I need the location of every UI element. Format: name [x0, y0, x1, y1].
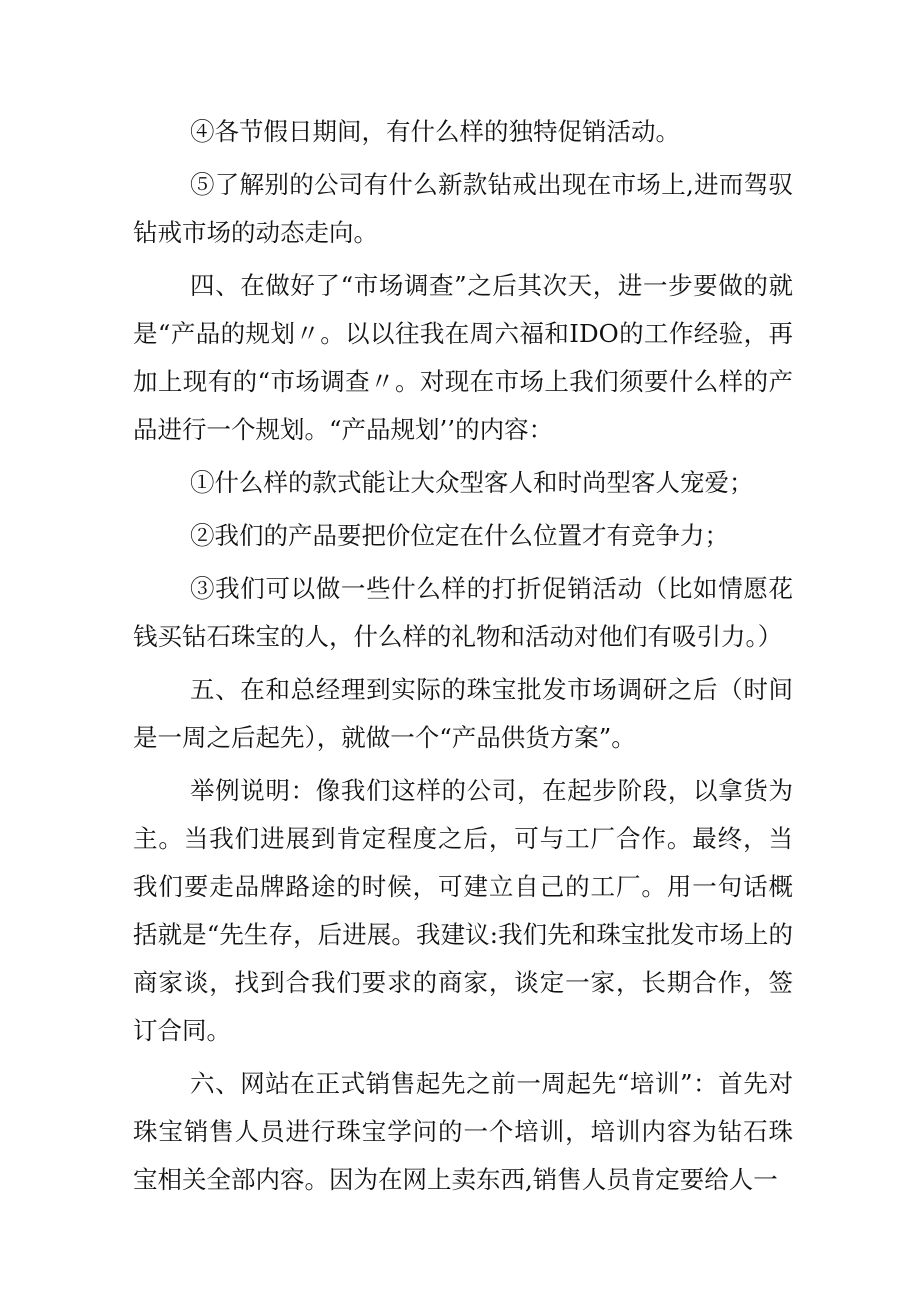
- paragraph-product-planning: 四、在做好了“市场调查”之后其次天，进一步要做的就是“产品的规划〃。以以往我在周六福和IDO的工作经验，再加上现有的“市场调查〃。对现在市场上我们须要什么样的产品进行一个规划。“产品规划’’的内容：: [133, 271, 793, 444]
- paragraph-example: 举例说明：像我们这样的公司，在起步阶段，以拿货为主。当我们进展到肯定程度之后，可与工厂合作。最终，当我们要走品牌路途的时候，可建立自己的工厂。用一句话概括就是“先生存，后进展。我建议:我们先和珠宝批发市场上的商家谈，找到合我们要求的商家，谈定一家，长期合作，签订合同。: [133, 776, 793, 1045]
- paragraph-pricing: ②我们的产品要把价位定在什么位置才有竞争力；: [190, 521, 729, 550]
- document-body: [133, 108, 793, 1209]
- paragraph-discount-promotions: ③我们可以做一些什么样的打折促销活动（比如情愿花钱买钻石珠宝的人，什么样的礼物和活动对他们有吸引力。）: [133, 574, 793, 651]
- paragraph-holiday-promotions: ④各节假日期间，有什么样的独特促销活动。: [190, 117, 680, 146]
- paragraph-styles: ①什么样的款式能让大众型客人和时尚型客人宠爱；: [190, 468, 754, 497]
- paragraph-training: 六、网站在正式销售起先之前一周起先“培训”：首先对珠宝销售人员进行珠宝学问的一个培训，培训内容为钻石珠宝相关全部内容。因为在网上卖东西,销售人员肯定要给人一: [133, 1069, 793, 1194]
- paragraph-competitor-rings: ⑤了解别的公司有什么新款钻戒出现在市场上,进而驾驭钻戒市场的动态走向。: [133, 170, 793, 247]
- paragraph-supply-plan: 五、在和总经理到实际的珠宝批发市场调研之后（时间是一周之后起先），就做一个“产品供货方案”。: [133, 675, 793, 752]
